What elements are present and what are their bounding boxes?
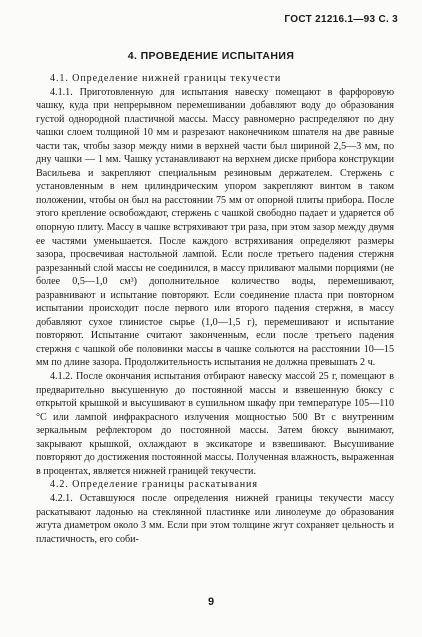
paragraph: 4.1.1. Приготовленную для испытания навеску помещают в фарфоровую чашку, куда при непрерывном перемешивании добавляют воду до образования густой однородной пластичной массы. Массу равномерно распределяют по дну чашки слоем толщиной 10 мм и разрезают наконечником шпателя на две равные части так, чтобы зазор между ними в верхней части был шириной 2,5—3 мм, по дну чашки — 1 мм. Чашку устанавливают на верхнем диске прибора конструкции Васильева и закрепляют специальным резиновым держателем. Стержень с установленным в нем цилиндрическим упором закрепляют винтом в таком положении, чтобы он был на расстоянии 75 мм от опорной плиты прибора. После этого крепление освобождают, стержень с чашкой свободно падает и ударяется об опорную плиту. Массу в чашке встряхивают три раза, при этом зазор между двумя ее частями уменьшается. После каждого встряхивания определяют размеры зазора, просвечивая настольной лампой. Если после третьего падения стержня разрезанный слой массы не соединился, в массу приливают малыми порциями (не более 0,5—1,0 см³) дополнительное количество воды, перемешивают, разравнивают и испытание повторяют. Если соединение пласта при повторном испытании происходит после первого или второго падения стержня, в массу добавляют сухое глинистое сырье (1,0—1,5 г), перемешивают и испытание повторяют. Испытание считают законченным, если после третьего падения стержня с чашкой обе половинки массы в чашке сольются на расстоянии 10—15 мм по длине зазора. Продолжительность испытания не должна превышать 2 ч. bbox=[36, 86, 394, 369]
subsection-heading: 4.2. Определение границы раскатывания bbox=[50, 479, 258, 491]
paragraph: 4.1.2. После окончания испытания отбирают навеску массой 25 г, помещают в предварительно высушенную до постоянной массы и взвешенную бюксу с открытой крышкой и высушивают в сушильном шкафу при температуре 105—110 °С или лампой инфракрасного излучения мощностью 500 Вт с внутренним зеркальным рефлектором до постоянной массы. Затем бюксу вынимают, закрывают крышкой, охлаждают в эксикаторе и взвешивают. Высушивание повторяют до достижения постоянной массы. Полученная влажность, выраженная в процентах, является нижней границей текучести. bbox=[36, 371, 394, 477]
document-body bbox=[36, 72, 394, 546]
page-number: 9 bbox=[207, 596, 215, 608]
subsection-heading: 4.1. Определение нижней границы текучести bbox=[50, 73, 282, 84]
section-title: 4. ПРОВЕДЕНИЕ ИСПЫТАНИЯ bbox=[127, 50, 295, 62]
paragraph: 4.2.1. Оставшуюся после определения нижней границы текучести массу раскатывают ладонью на стеклянной пластинке или линолеуме до образования жгута диаметром около 3 мм. Если при этом толщине жгут сохраняет цельность и пластичность, его соби- bbox=[36, 492, 394, 545]
standard-header: ГОСТ 21216.1—93 С. 3 bbox=[284, 14, 398, 25]
